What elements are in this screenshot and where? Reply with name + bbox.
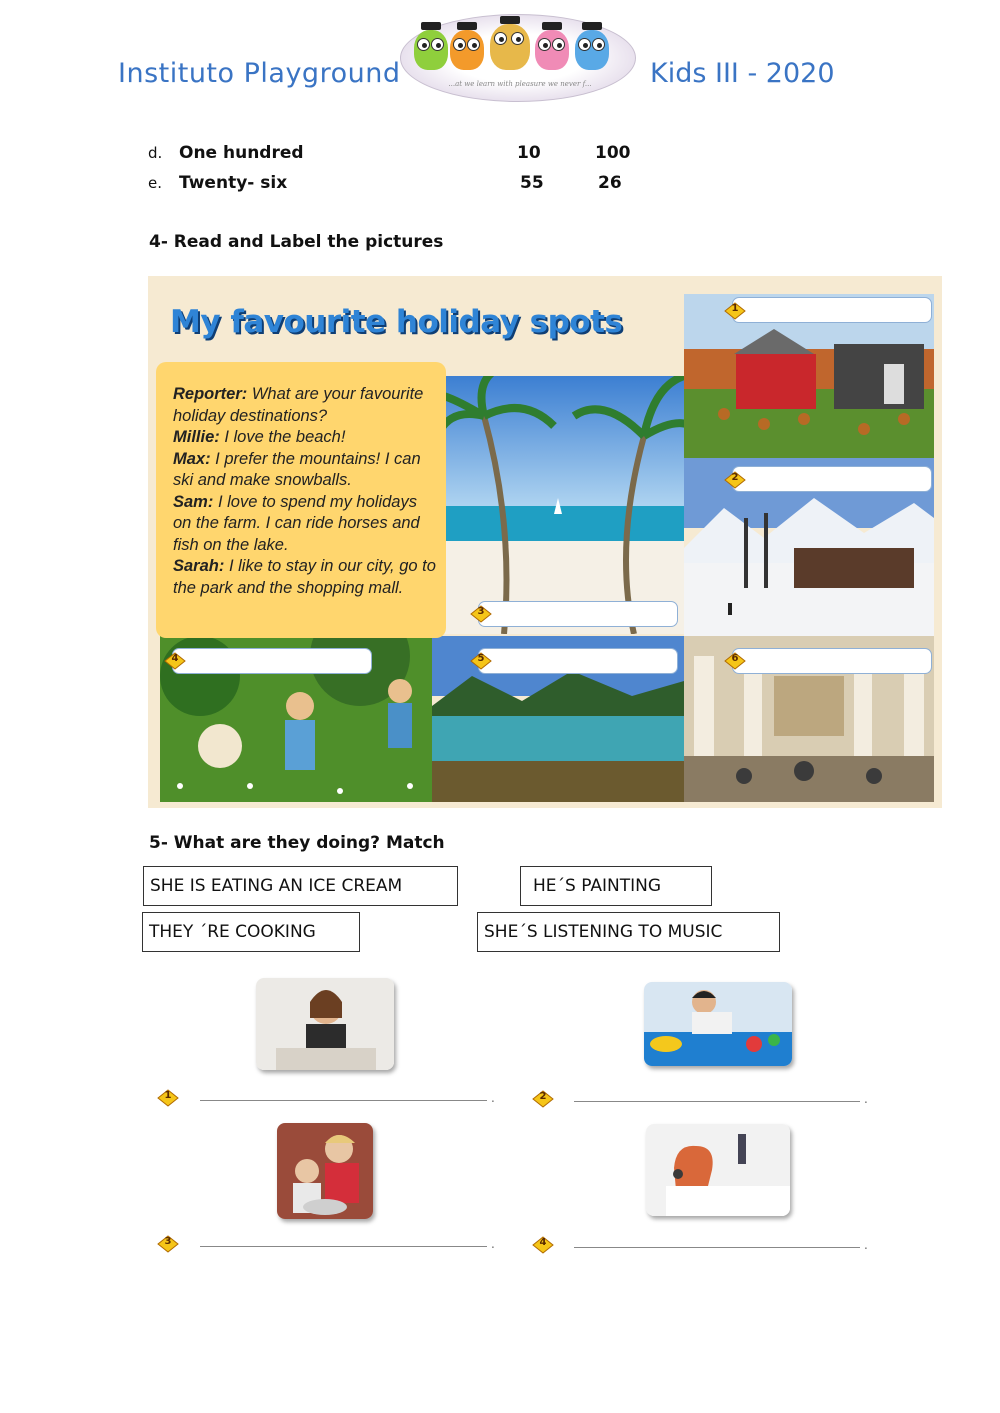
label-input-1[interactable] xyxy=(732,297,932,323)
number-badge-icon: 5 xyxy=(470,652,492,670)
number-badge-icon: 2 xyxy=(532,1090,554,1108)
label-input-6[interactable] xyxy=(732,648,932,674)
owl-icon xyxy=(490,24,530,70)
number-row xyxy=(148,143,304,163)
logo-tagline: ...at we learn with pleasure we never f... xyxy=(448,80,592,88)
phrase-card[interactable]: THEY ´RE COOKING xyxy=(142,912,360,952)
phrase-card[interactable]: SHE IS EATING AN ICE CREAM xyxy=(143,866,458,906)
line-end: . xyxy=(491,1091,495,1105)
photo-music xyxy=(646,1124,790,1216)
item-letter: d. xyxy=(148,144,163,162)
speaker: Reporter: xyxy=(173,385,248,403)
speaker: Sam: xyxy=(173,492,214,511)
line-end: . xyxy=(864,1238,868,1252)
label-input-3[interactable] xyxy=(478,601,678,627)
speaker: Millie: xyxy=(173,428,220,446)
option-a[interactable]: 10 xyxy=(517,143,541,163)
phrase-card[interactable]: HE´S PAINTING xyxy=(520,866,712,906)
panel-title: My favourite holiday spots xyxy=(170,304,623,340)
line-end: . xyxy=(491,1237,495,1251)
section-4-title: 4- Read and Label the pictures xyxy=(149,232,444,252)
answer-line[interactable] xyxy=(574,1247,860,1248)
section-5-title: 5- What are they doing? Match xyxy=(149,833,445,853)
number-word: Twenty- six xyxy=(179,173,288,193)
line-end: . xyxy=(864,1092,868,1106)
option-b[interactable]: 26 xyxy=(598,173,622,193)
answer-line[interactable] xyxy=(200,1100,487,1101)
owl-icon xyxy=(535,30,569,70)
number-badge-icon: 4 xyxy=(164,652,186,670)
school-name: Instituto Playground xyxy=(118,58,401,89)
option-b[interactable]: 100 xyxy=(595,143,631,163)
item-letter: e. xyxy=(148,174,162,192)
dialogue-text: I love to spend my holidays on the farm. I can ride horses and fish on the lake. xyxy=(173,492,420,554)
number-badge-icon: 6 xyxy=(724,652,746,670)
owl-icon xyxy=(414,30,448,70)
class-level: Kids III - 2020 xyxy=(650,58,835,89)
option-a[interactable]: 55 xyxy=(520,173,544,193)
dialogue-text: I like to stay in our city, go to the park and the shopping mall. xyxy=(173,557,436,597)
speaker: Sarah: xyxy=(173,557,225,575)
owl-icon xyxy=(450,30,484,70)
holiday-panel xyxy=(148,276,942,808)
number-badge-icon: 1 xyxy=(157,1089,179,1107)
number-word: One hundred xyxy=(179,143,304,163)
photo-cooking xyxy=(277,1123,373,1219)
label-input-2[interactable] xyxy=(732,466,932,492)
dialogue-text: What are your favourite holiday destinations? xyxy=(173,385,424,425)
photo-ice-cream xyxy=(256,978,394,1070)
number-badge-icon: 3 xyxy=(157,1235,179,1253)
number-row xyxy=(148,173,287,193)
dialogue-box xyxy=(156,362,446,638)
dialogue-text: I prefer the mountains! I can ski and make snowballs. xyxy=(173,449,421,489)
number-badge-icon: 3 xyxy=(470,605,492,623)
number-badge-icon: 1 xyxy=(724,302,746,320)
photo-painting xyxy=(644,982,792,1066)
number-badge-icon: 2 xyxy=(724,471,746,489)
phrase-card[interactable]: SHE´S LISTENING TO MUSIC xyxy=(477,912,780,952)
answer-line[interactable] xyxy=(200,1246,487,1247)
owl-icon xyxy=(575,30,609,70)
beach-picture xyxy=(444,376,684,634)
number-badge-icon: 4 xyxy=(532,1236,554,1254)
label-input-5[interactable] xyxy=(478,648,678,674)
dialogue-text: I love the beach! xyxy=(219,428,346,446)
answer-line[interactable] xyxy=(574,1101,860,1102)
speaker: Max: xyxy=(173,449,211,468)
label-input-4[interactable] xyxy=(172,648,372,674)
